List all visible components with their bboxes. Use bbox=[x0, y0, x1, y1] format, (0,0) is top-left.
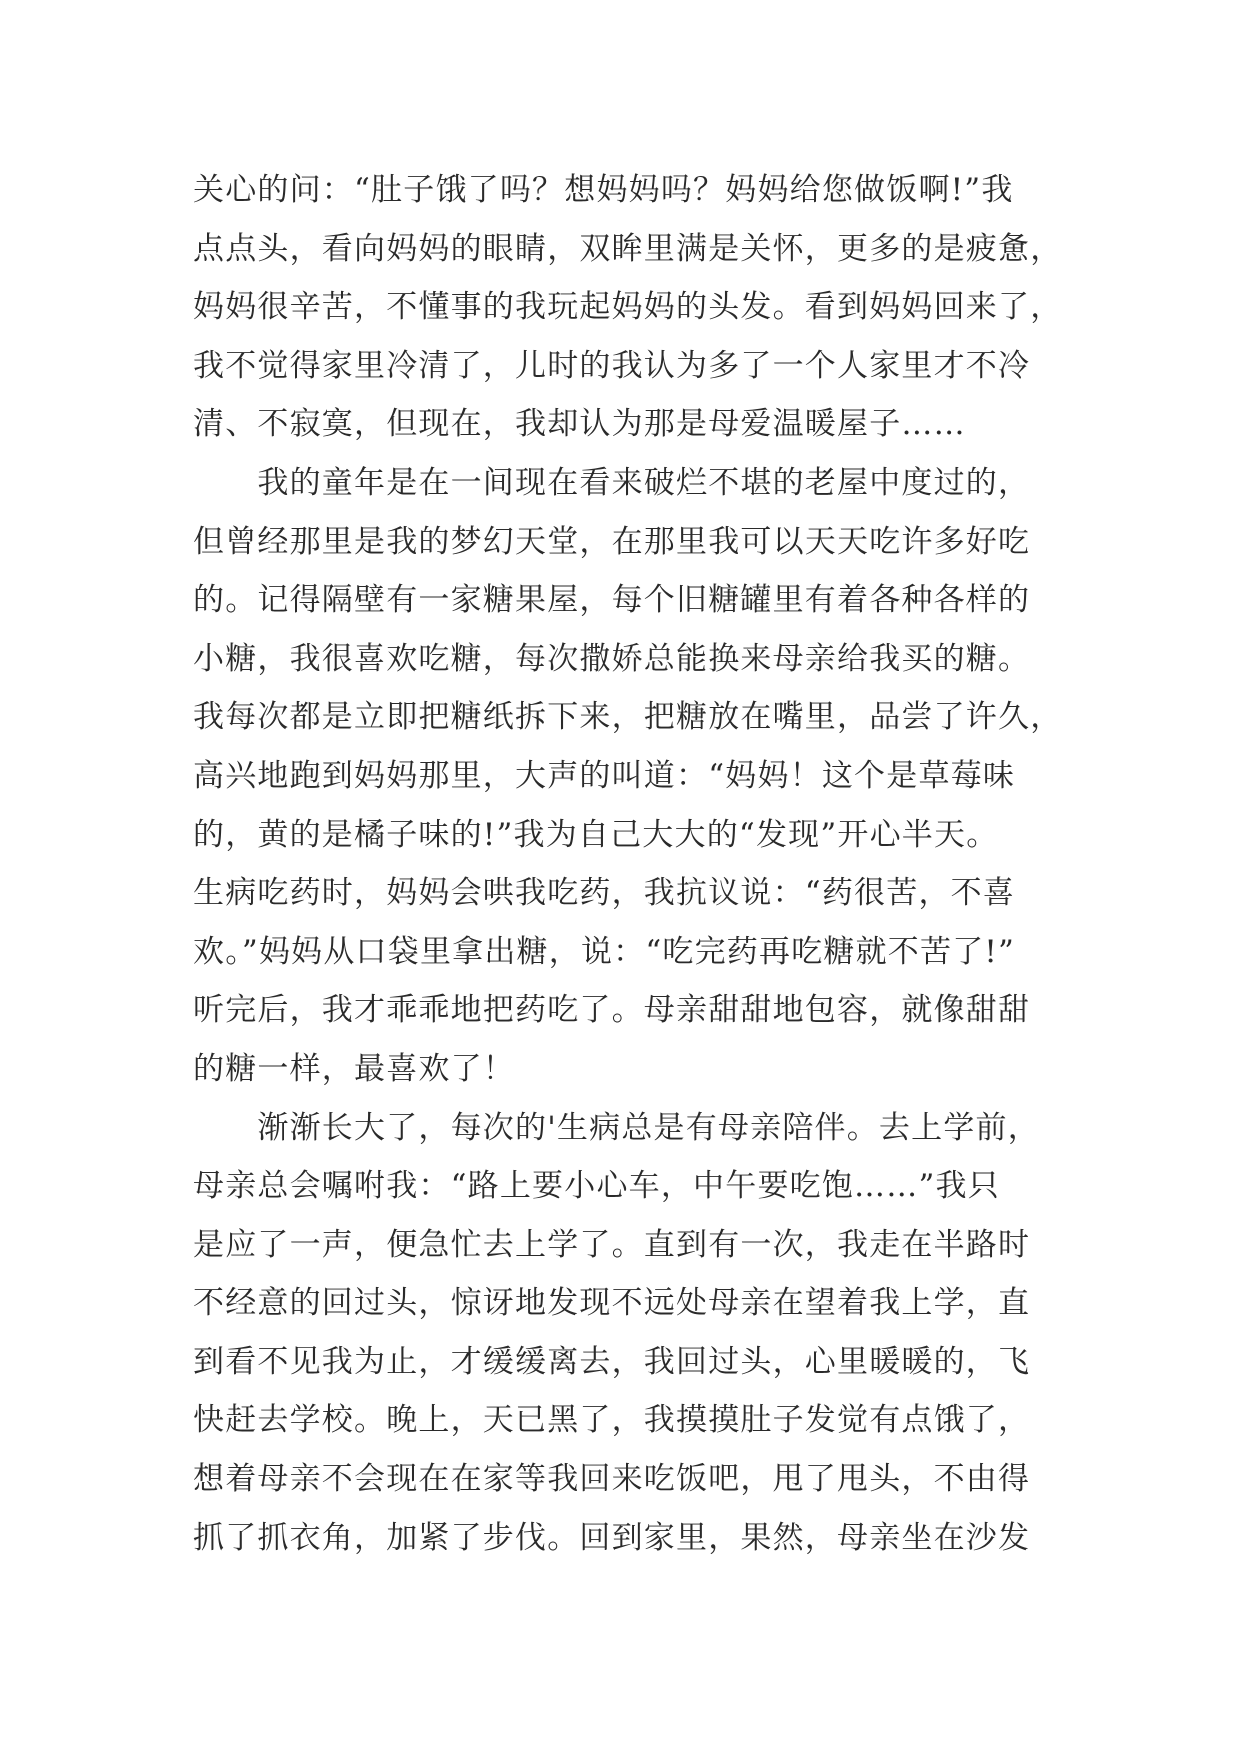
text-line: 母亲总会嘱咐我：“路上要小心车，中午要吃饱……”我只 bbox=[193, 1168, 1000, 1205]
text-line: 的糖一样，最喜欢了！ bbox=[193, 1050, 515, 1087]
text-line: 妈妈很辛苦，不懂事的我玩起妈妈的头发。看到妈妈回来了， bbox=[193, 289, 1063, 326]
text-line: 的，黄的是橘子味的!”我为自己大大的“发现”开心半天。 bbox=[193, 816, 999, 853]
text-line: 抓了抓衣角，加紧了步伐。回到家里，果然，母亲坐在沙发 bbox=[193, 1519, 1031, 1556]
paragraph-start-line: 我的童年是在一间现在看来破烂不堪的老屋中度过的， bbox=[193, 464, 1031, 501]
text-line: 但曾经那里是我的梦幻天堂，在那里我可以天天吃许多好吃 bbox=[193, 523, 1031, 560]
text-line: 到看不见我为止，才缓缓离去，我回过头，心里暖暖的，飞 bbox=[193, 1343, 1031, 1380]
text-line: 我每次都是立即把糖纸拆下来，把糖放在嘴里，品尝了许久， bbox=[193, 699, 1063, 736]
body-text bbox=[193, 161, 1073, 1567]
text-line: 欢。”妈妈从口袋里拿出糖，说：“吃完药再吃糖就不苦了!” bbox=[193, 933, 1016, 970]
text-line: 高兴地跑到妈妈那里，大声的叫道：“妈妈！这个是草莓味 bbox=[193, 757, 1016, 794]
text-line: 我不觉得家里冷清了，儿时的我认为多了一个人家里才不冷 bbox=[193, 347, 1031, 384]
text-line: 想着母亲不会现在在家等我回来吃饭吧，甩了甩头，不由得 bbox=[193, 1461, 1031, 1498]
paragraph-start-line: 渐渐长大了，每次的'生病总是有母亲陪伴。去上学前， bbox=[193, 1109, 1040, 1146]
text-line: 是应了一声，便急忙去上学了。直到有一次，我走在半路时 bbox=[193, 1226, 1031, 1263]
text-line: 关心的问：“肚子饿了吗？想妈妈吗？妈妈给您做饭啊!”我 bbox=[193, 172, 1014, 208]
text-line: 生病吃药时，妈妈会哄我吃药，我抗议说：“药很苦，不喜 bbox=[193, 875, 1016, 912]
text-line: 点点头，看向妈妈的眼睛，双眸里满是关怀，更多的是疲惫， bbox=[193, 230, 1063, 267]
text-line: 听完后，我才乖乖地把药吃了。母亲甜甜地包容，就像甜甜 bbox=[193, 992, 1031, 1029]
text-line: 快赶去学校。晚上，天已黑了，我摸摸肚子发觉有点饿了， bbox=[193, 1402, 1031, 1439]
text-line: 的。记得隔壁有一家糖果屋，每个旧糖罐里有着各种各样的 bbox=[193, 582, 1031, 619]
text-line: 不经意的回过头，惊讶地发现不远处母亲在望着我上学，直 bbox=[193, 1285, 1031, 1322]
text-line: 小糖，我很喜欢吃糖，每次撒娇总能换来母亲给我买的糖。 bbox=[193, 640, 1031, 677]
text-line: 清、不寂寞，但现在，我却认为那是母爱温暖屋子…… bbox=[193, 406, 966, 443]
